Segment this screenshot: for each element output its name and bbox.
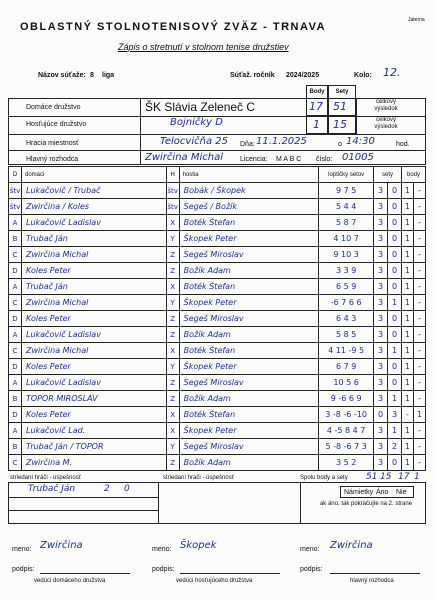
match-sets-home: 0 bbox=[374, 407, 388, 423]
away-body: 1 bbox=[313, 118, 320, 131]
match-sets-home: 3 bbox=[374, 375, 388, 391]
totals-3: 17 bbox=[398, 472, 410, 482]
match-away-player: Segeš / Božík bbox=[179, 199, 319, 215]
referee-label: Hlavný rozhodca bbox=[26, 156, 79, 163]
match-set-scores: 6 5 9 bbox=[319, 279, 374, 295]
sub-row-5-l: 0 bbox=[124, 484, 130, 494]
away-signature-name: Škopek bbox=[180, 540, 217, 551]
match-row bbox=[9, 279, 426, 295]
match-sets-home: 3 bbox=[374, 247, 388, 263]
match-set-scores: 3 3 9 bbox=[319, 263, 374, 279]
home-meno-label: meno: bbox=[12, 546, 32, 553]
totals-4: 1 bbox=[414, 472, 420, 482]
match-points-home: 1 bbox=[402, 423, 414, 439]
time-prefix: o bbox=[338, 141, 342, 148]
season-label: Súťaž. ročník bbox=[230, 72, 275, 79]
away-role: vedúci hosťujúceho družstva bbox=[176, 578, 253, 584]
match-points-away: - bbox=[413, 199, 425, 215]
away-sety: 15 bbox=[333, 118, 347, 131]
match-home-code: C bbox=[9, 295, 22, 311]
match-points-away: - bbox=[413, 359, 425, 375]
match-home-player: Zwirčina / Koles bbox=[21, 199, 166, 215]
match-away-code: X bbox=[166, 423, 179, 439]
ref-meno-label: meno: bbox=[300, 546, 320, 553]
match-points-home: 1 bbox=[402, 343, 414, 359]
match-away-player: Božík Adam bbox=[179, 391, 319, 407]
totals-label: Spolu body a sety bbox=[300, 475, 348, 481]
match-sets-away: 0 bbox=[388, 215, 402, 231]
match-away-player: Boték Štefan bbox=[179, 407, 319, 423]
venue-value: Telocvičňa 25 bbox=[160, 136, 228, 147]
match-away-code: Y bbox=[166, 439, 179, 455]
match-home-player: Lukačovič / Trubač bbox=[21, 183, 166, 199]
match-points-home: 1 bbox=[402, 439, 414, 455]
match-points-home: 1 bbox=[402, 215, 414, 231]
match-points-home: 1 bbox=[402, 375, 414, 391]
match-home-player: Lukačovič Ladislav bbox=[21, 327, 166, 343]
match-points-home: 1 bbox=[402, 311, 414, 327]
match-away-code: Y bbox=[166, 295, 179, 311]
match-sets-away: 0 bbox=[388, 359, 402, 375]
match-away-player: Škopek Peter bbox=[179, 359, 319, 375]
match-sets-home: 3 bbox=[374, 295, 388, 311]
match-row bbox=[9, 455, 426, 471]
match-set-scores: 5 8 7 bbox=[319, 215, 374, 231]
round-label: Kolo: bbox=[354, 72, 372, 79]
sub-header-away: striedaní hráči - úspešnosť bbox=[163, 475, 234, 481]
match-home-player: Lukačovič Ladislav bbox=[21, 215, 166, 231]
match-away-player: Boték Štefan bbox=[179, 343, 319, 359]
match-row bbox=[9, 439, 426, 455]
match-row bbox=[9, 199, 426, 215]
match-sets-away: 0 bbox=[388, 199, 402, 215]
body-header: Body bbox=[306, 85, 328, 99]
match-home-code: B bbox=[9, 391, 22, 407]
match-away-player: Škopek Peter bbox=[179, 231, 319, 247]
overall-1: celkový výsledok bbox=[374, 99, 398, 112]
corner-note: Jaterna bbox=[408, 17, 425, 23]
match-away-player: Božík Adam bbox=[179, 327, 319, 343]
match-home-code: A bbox=[9, 423, 22, 439]
match-sets-home: 3 bbox=[374, 279, 388, 295]
match-set-scores: 9 7 5 bbox=[319, 183, 374, 199]
match-home-player: Koles Peter bbox=[21, 359, 166, 375]
match-set-scores: 3 5 2 bbox=[319, 455, 374, 471]
match-points-home: 1 bbox=[402, 455, 414, 471]
match-away-code: X bbox=[166, 407, 179, 423]
license-letters: M A B C bbox=[276, 156, 302, 163]
match-sets-home: 3 bbox=[374, 199, 388, 215]
match-set-scores: -6 7 6 6 bbox=[319, 295, 374, 311]
match-sets-away: 0 bbox=[388, 311, 402, 327]
match-away-player: Segeš Miroslav bbox=[179, 247, 319, 263]
time-value: 14:30 bbox=[346, 136, 375, 147]
match-away-code: Z bbox=[166, 455, 179, 471]
date-value: 11.1.2025 bbox=[256, 136, 307, 147]
league-value: 8 bbox=[90, 72, 94, 79]
match-set-scores: 5 4 4 bbox=[319, 199, 374, 215]
league-label: Názov súťaže: bbox=[38, 72, 86, 79]
match-sets-away: 0 bbox=[388, 375, 402, 391]
license-num-label: číslo: bbox=[316, 156, 333, 163]
form-subtitle: Zápis o stretnutí v stolnom tenise družstiev bbox=[118, 42, 289, 52]
match-home-player: Zwirčina Michal bbox=[21, 343, 166, 359]
match-away-code: Y bbox=[166, 231, 179, 247]
match-away-player: Božík Adam bbox=[179, 263, 319, 279]
match-sets-away: 0 bbox=[388, 263, 402, 279]
match-sets-home: 3 bbox=[374, 231, 388, 247]
match-home-player: Zwirčina Michal bbox=[21, 295, 166, 311]
match-home-code: B bbox=[9, 231, 22, 247]
match-away-code: Z bbox=[166, 375, 179, 391]
away-label: Hosťujúce družstvo bbox=[26, 121, 87, 128]
notes-ano: Áno bbox=[376, 489, 389, 496]
match-sets-home: 3 bbox=[374, 439, 388, 455]
match-points-away: - bbox=[413, 439, 425, 455]
match-home-player: Lukačovič Lad. bbox=[21, 423, 166, 439]
match-sets-home: 3 bbox=[374, 423, 388, 439]
match-sets-away: 0 bbox=[388, 183, 402, 199]
match-away-player: Boték Štefan bbox=[179, 215, 319, 231]
match-points-away: - bbox=[413, 231, 425, 247]
match-home-player: Zwirčina M. bbox=[21, 455, 166, 471]
match-points-away: - bbox=[413, 295, 425, 311]
match-sets-home: 3 bbox=[374, 215, 388, 231]
match-sets-away: 0 bbox=[388, 279, 402, 295]
org-title: OBLASTNÝ STOLNOTENISOVÝ ZVÄZ - TRNAVA bbox=[20, 21, 327, 33]
match-away-code: štv bbox=[166, 183, 179, 199]
match-points-away: - bbox=[413, 455, 425, 471]
season-value: 2024/2025 bbox=[286, 72, 320, 79]
match-home-code: C bbox=[9, 247, 22, 263]
notes-label: Námietky bbox=[344, 489, 374, 496]
match-home-player: Koles Peter bbox=[21, 311, 166, 327]
col-sety: sety bbox=[374, 167, 402, 183]
match-points-home: - bbox=[402, 407, 414, 423]
match-points-away: 1 bbox=[413, 407, 425, 423]
totals-2: 15 bbox=[380, 472, 392, 482]
match-home-code: D bbox=[9, 263, 22, 279]
match-row bbox=[9, 375, 426, 391]
match-home-code: štv bbox=[9, 183, 22, 199]
match-set-scores: 9 -6 6 9 bbox=[319, 391, 374, 407]
match-away-code: X bbox=[166, 343, 179, 359]
match-sets-away: 1 bbox=[388, 343, 402, 359]
notes-nie: Nie bbox=[396, 489, 407, 496]
sub-row-5-w: 2 bbox=[104, 484, 110, 494]
match-away-player: Božík Adam bbox=[179, 455, 319, 471]
match-row bbox=[9, 215, 426, 231]
match-sets-away: 0 bbox=[388, 455, 402, 471]
match-row bbox=[9, 311, 426, 327]
venue-label: Hracia miestnosť bbox=[26, 140, 79, 147]
match-away-code: X bbox=[166, 215, 179, 231]
match-row bbox=[9, 247, 426, 263]
license-num-value: 01005 bbox=[342, 152, 374, 163]
match-home-code: D bbox=[9, 407, 22, 423]
home-label: Domáce družstvo bbox=[26, 104, 81, 111]
col-domaci: domáci bbox=[21, 167, 166, 183]
match-points-home: 1 bbox=[402, 327, 414, 343]
match-away-code: Z bbox=[166, 391, 179, 407]
match-points-away: - bbox=[413, 183, 425, 199]
match-away-code: Z bbox=[166, 247, 179, 263]
match-set-scores: 4 -5 8 4 7 bbox=[319, 423, 374, 439]
match-home-player: Zwirčina Michal bbox=[21, 247, 166, 263]
match-sets-away: 0 bbox=[388, 327, 402, 343]
match-set-scores: 5 -8 -6 7 3 bbox=[319, 439, 374, 455]
home-role: vedúci domáceho družstva bbox=[34, 578, 106, 584]
matches-table bbox=[8, 166, 426, 471]
match-home-code: štv bbox=[9, 199, 22, 215]
match-points-away: - bbox=[413, 311, 425, 327]
sety-header: Sety bbox=[328, 85, 356, 99]
match-home-player: Trubač Ján bbox=[21, 279, 166, 295]
match-set-scores: 6 7 9 bbox=[319, 359, 374, 375]
match-sets-home: 3 bbox=[374, 343, 388, 359]
match-points-away: - bbox=[413, 423, 425, 439]
match-points-away: - bbox=[413, 375, 425, 391]
match-home-player: Trubač Ján bbox=[21, 231, 166, 247]
home-sety: 51 bbox=[333, 100, 347, 113]
sub-row-5-name: Trubač Ján bbox=[28, 484, 76, 494]
away-team: Bojničky D bbox=[170, 117, 223, 128]
ref-role: hlavný rozhodca bbox=[350, 578, 394, 584]
time-unit: hod. bbox=[396, 141, 410, 148]
match-home-player: TOPOR MIROSLAV bbox=[21, 391, 166, 407]
match-row bbox=[9, 359, 426, 375]
match-home-code: A bbox=[9, 215, 22, 231]
match-home-code: B bbox=[9, 439, 22, 455]
match-set-scores: 4 10 7 bbox=[319, 231, 374, 247]
match-away-player: Boték Štefan bbox=[179, 279, 319, 295]
match-set-scores: 4 11 -9 5 bbox=[319, 343, 374, 359]
match-sets-home: 3 bbox=[374, 263, 388, 279]
license-label: Licencia: bbox=[240, 156, 268, 163]
col-d: D bbox=[9, 167, 22, 183]
match-points-away: - bbox=[413, 279, 425, 295]
match-points-home: 1 bbox=[402, 391, 414, 407]
match-row bbox=[9, 423, 426, 439]
match-home-code: A bbox=[9, 327, 22, 343]
col-h: H bbox=[166, 167, 179, 183]
match-sets-away: 0 bbox=[388, 247, 402, 263]
match-points-home: 1 bbox=[402, 247, 414, 263]
match-home-code: A bbox=[9, 375, 22, 391]
match-away-code: Z bbox=[166, 311, 179, 327]
col-hostia: hostia bbox=[179, 167, 319, 183]
away-meno-label: meno: bbox=[152, 546, 172, 553]
sub-header-home: striedaní hráči - úspešnosť bbox=[10, 475, 81, 481]
match-points-home: 1 bbox=[402, 263, 414, 279]
match-away-code: Z bbox=[166, 263, 179, 279]
match-points-home: 1 bbox=[402, 279, 414, 295]
match-sets-away: 1 bbox=[388, 423, 402, 439]
match-points-home: 1 bbox=[402, 199, 414, 215]
match-sets-home: 3 bbox=[374, 327, 388, 343]
col-body: body bbox=[402, 167, 426, 183]
ref-podpis-label: podpis: bbox=[300, 566, 323, 573]
round-value: 12. bbox=[383, 66, 401, 79]
match-away-player: Segeš Miroslav bbox=[179, 439, 319, 455]
match-points-away: - bbox=[413, 327, 425, 343]
match-away-code: Z bbox=[166, 327, 179, 343]
match-row bbox=[9, 407, 426, 423]
match-home-player: Koles Peter bbox=[21, 263, 166, 279]
overall-2: celkový výsledok bbox=[374, 117, 398, 130]
match-row bbox=[9, 391, 426, 407]
home-signature-name: Zwirčina bbox=[40, 540, 83, 551]
match-away-player: Segeš Miroslav bbox=[179, 375, 319, 391]
match-sets-home: 3 bbox=[374, 391, 388, 407]
match-home-code: C bbox=[9, 455, 22, 471]
match-points-home: 1 bbox=[402, 183, 414, 199]
match-points-home: 1 bbox=[402, 295, 414, 311]
match-sets-home: 3 bbox=[374, 183, 388, 199]
totals-1: 51 bbox=[366, 472, 378, 482]
col-lopticky: loptičky setov bbox=[319, 167, 374, 183]
match-home-code: D bbox=[9, 359, 22, 375]
ref-signature-name: Zwirčina bbox=[330, 540, 373, 551]
date-label: Dňa: bbox=[240, 141, 255, 148]
match-row bbox=[9, 327, 426, 343]
match-row bbox=[9, 231, 426, 247]
away-podpis-label: podpis: bbox=[152, 566, 175, 573]
match-sets-away: 2 bbox=[388, 439, 402, 455]
match-sets-away: 1 bbox=[388, 391, 402, 407]
home-team: ŠK Slávia Zeleneč C bbox=[145, 100, 256, 114]
match-away-player: Bobák / Škopek bbox=[179, 183, 319, 199]
match-row bbox=[9, 343, 426, 359]
match-home-code: D bbox=[9, 311, 22, 327]
referee-value: Zwirčina Michal bbox=[145, 152, 223, 163]
match-sets-home: 3 bbox=[374, 311, 388, 327]
match-points-away: - bbox=[413, 215, 425, 231]
match-sets-home: 3 bbox=[374, 455, 388, 471]
match-away-player: Segeš Miroslav bbox=[179, 311, 319, 327]
match-points-away: - bbox=[413, 343, 425, 359]
match-points-away: - bbox=[413, 263, 425, 279]
match-set-scores: 5 8 5 bbox=[319, 327, 374, 343]
match-home-code: C bbox=[9, 343, 22, 359]
match-away-code: štv bbox=[166, 199, 179, 215]
notes-text: ak áno, tak pokračujte na 2. strane bbox=[319, 501, 413, 507]
home-body: 17 bbox=[309, 100, 323, 113]
match-away-player: Škopek Peter bbox=[179, 423, 319, 439]
match-home-code: A bbox=[9, 279, 22, 295]
match-sets-away: 1 bbox=[388, 295, 402, 311]
match-home-player: Trubač Ján / TOPOR bbox=[21, 439, 166, 455]
match-row bbox=[9, 183, 426, 199]
match-home-player: Koles Peter bbox=[21, 407, 166, 423]
match-points-home: 1 bbox=[402, 231, 414, 247]
match-points-away: - bbox=[413, 391, 425, 407]
match-set-scores: 3 -8 -6 -10 bbox=[319, 407, 374, 423]
match-points-home: 1 bbox=[402, 359, 414, 375]
match-away-code: X bbox=[166, 279, 179, 295]
league-unit: liga bbox=[102, 72, 115, 79]
match-row bbox=[9, 263, 426, 279]
match-row bbox=[9, 295, 426, 311]
match-home-player: Lukačovič Ladislav bbox=[21, 375, 166, 391]
match-away-player: Škopek Peter bbox=[179, 295, 319, 311]
match-set-scores: 9 10 3 bbox=[319, 247, 374, 263]
home-podpis-label: podpis: bbox=[12, 566, 35, 573]
match-set-scores: 6 4 3 bbox=[319, 311, 374, 327]
match-sets-away: 0 bbox=[388, 231, 402, 247]
match-away-code: Y bbox=[166, 359, 179, 375]
match-sets-home: 3 bbox=[374, 359, 388, 375]
match-points-away: - bbox=[413, 247, 425, 263]
match-sets-away: 3 bbox=[388, 407, 402, 423]
match-set-scores: 10 5 6 bbox=[319, 375, 374, 391]
